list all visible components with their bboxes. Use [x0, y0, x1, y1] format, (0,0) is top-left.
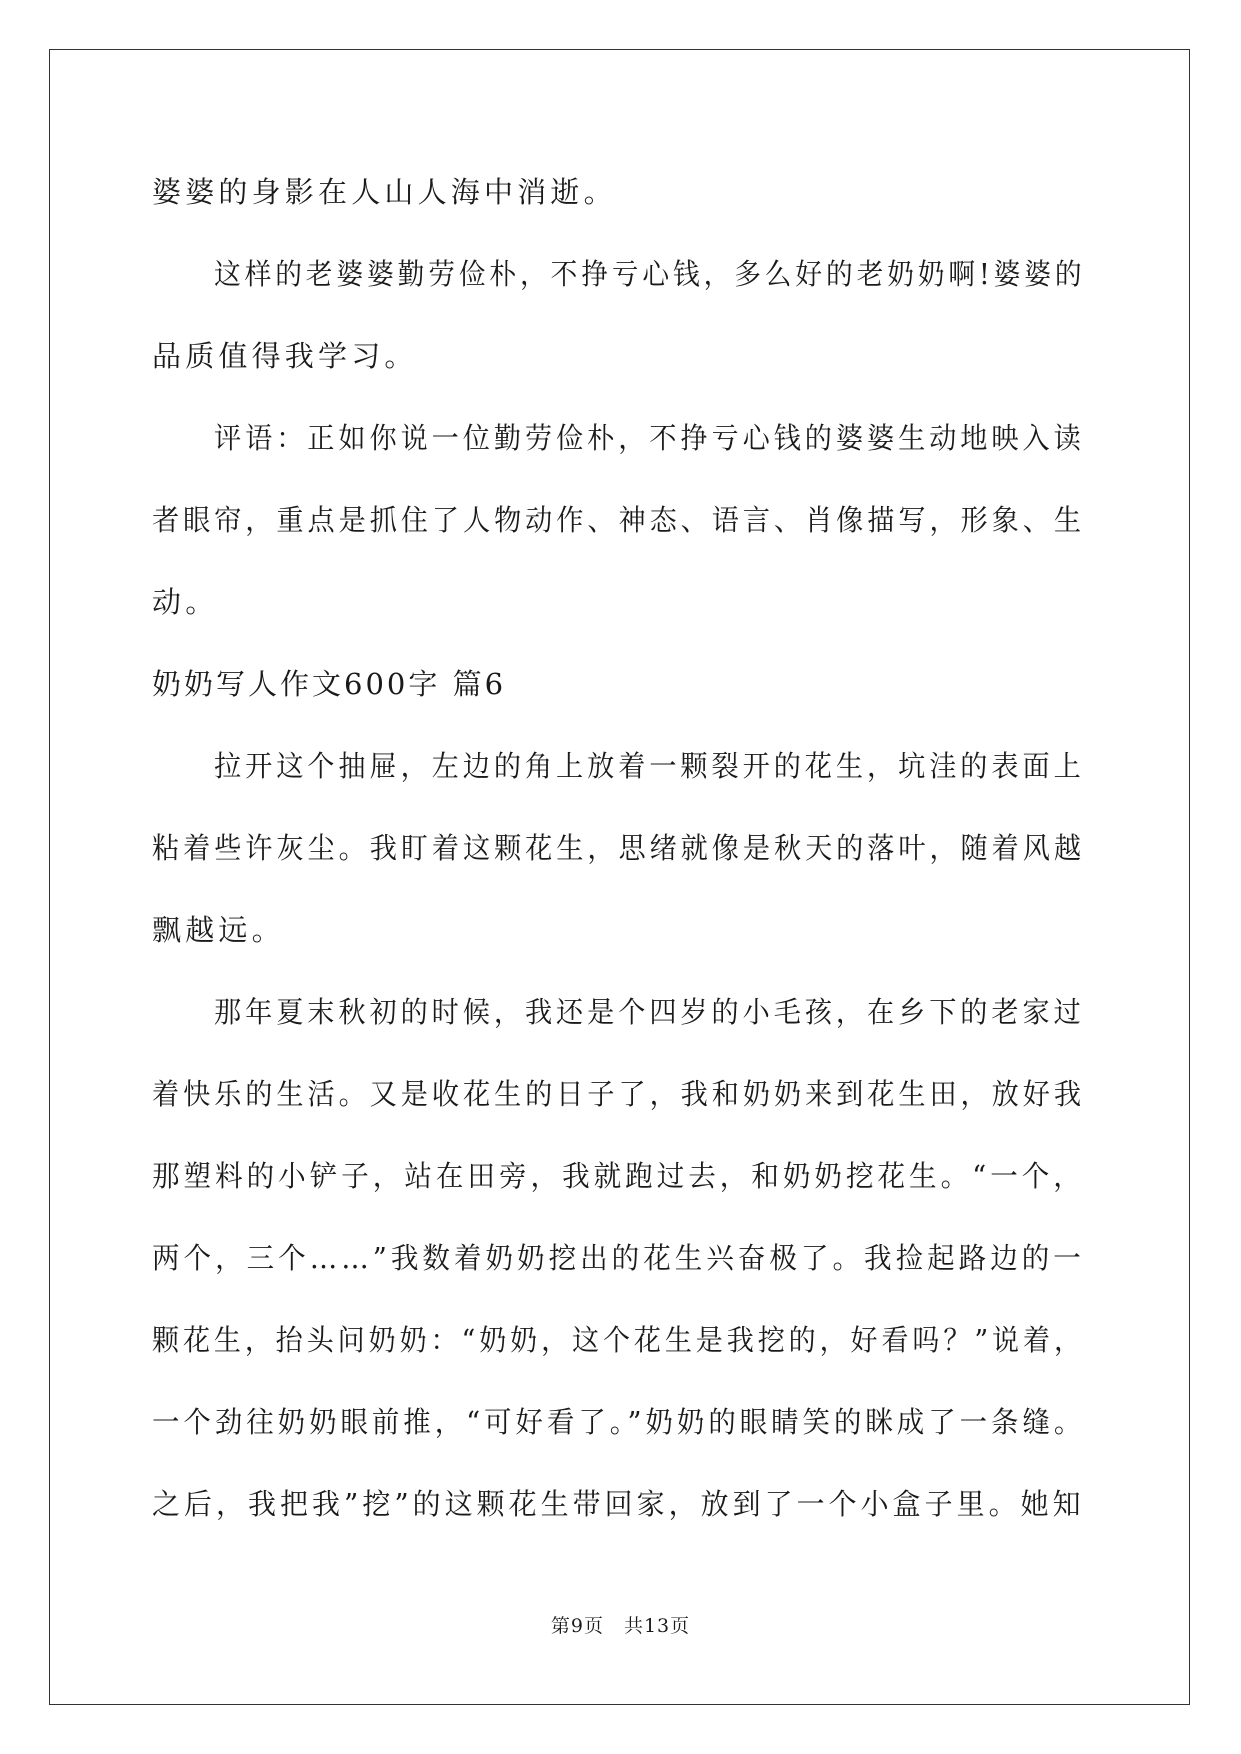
- text-line: 粘着些许灰尘。我盯着这颗花生，思绪就像是秋天的落叶，随着风越: [152, 831, 1085, 865]
- text-line: 拉开这个抽屉，左边的角上放着一颗裂开的花生，坑洼的表面上: [214, 749, 1085, 783]
- text-line: 者眼帘，重点是抓住了人物动作、神态、语言、肖像描写，形象、生: [152, 503, 1085, 537]
- text-line: 动。: [152, 585, 219, 619]
- text-line: 飘越远。: [152, 913, 285, 947]
- text-line: 一个劲往奶奶眼前推，“可好看了。”奶奶的眼睛笑的眯成了一条缝。: [152, 1405, 1086, 1439]
- text-line: 颗花生，抬头问奶奶：“奶奶，这个花生是我挖的，好看吗？”说着，: [152, 1323, 1085, 1357]
- page-border: [49, 49, 1190, 1705]
- text-line: 两个，三个……”我数着奶奶挖出的花生兴奋极了。我捡起路边的一: [152, 1241, 1085, 1275]
- text-line: 那塑料的小铲子，站在田旁，我就跑过去，和奶奶挖花生。“一个，: [152, 1159, 1085, 1193]
- text-line: 这样的老婆婆勤劳俭朴，不挣亏心钱，多么好的老奶奶啊!婆婆的: [214, 257, 1086, 291]
- text-line: 品质值得我学习。: [152, 339, 418, 373]
- text-line: 之后，我把我”挖”的这颗花生带回家，放到了一个小盒子里。她知: [152, 1487, 1085, 1521]
- text-line: 婆婆的身影在人山人海中消逝。: [152, 175, 617, 209]
- section-heading: 奶奶写人作文600字 篇6: [152, 667, 507, 701]
- page-number-footer: 第9页 共13页: [550, 1615, 691, 1637]
- text-line: 着快乐的生活。又是收花生的日子了，我和奶奶来到花生田，放好我: [152, 1077, 1085, 1111]
- text-line: 那年夏末秋初的时候，我还是个四岁的小毛孩，在乡下的老家过: [214, 995, 1085, 1029]
- text-line: 评语：正如你说一位勤劳俭朴，不挣亏心钱的婆婆生动地映入读: [214, 421, 1085, 455]
